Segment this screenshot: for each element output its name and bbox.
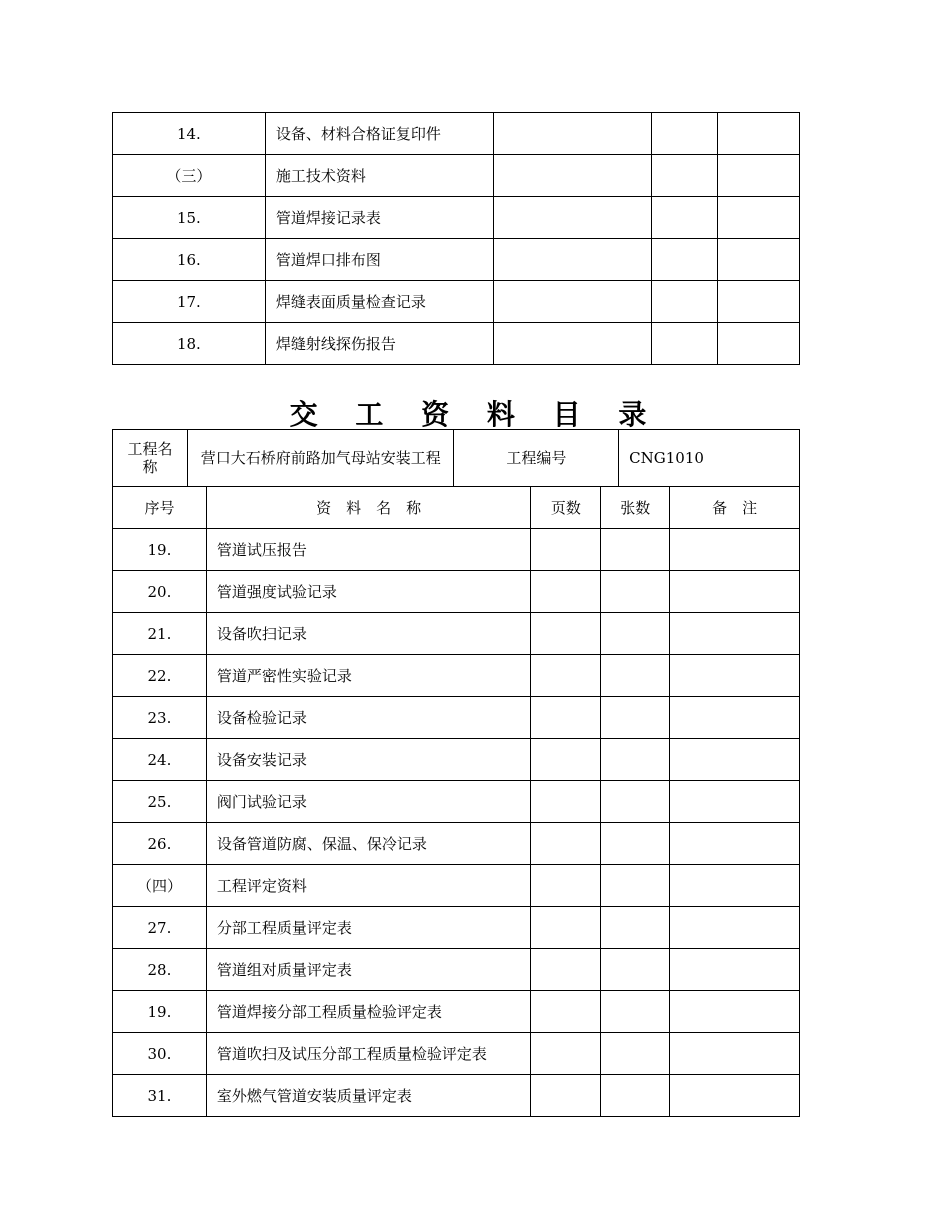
row-number: 18. — [113, 323, 266, 365]
row-remarks — [670, 613, 800, 655]
table-row — [113, 613, 800, 655]
row-sheets — [601, 865, 670, 907]
row-sheets — [601, 1075, 670, 1117]
row-number: 19. — [113, 529, 207, 571]
row-sheets — [601, 781, 670, 823]
table-row — [113, 113, 800, 155]
row-pages — [494, 281, 652, 323]
row-name: 管道焊口排布图 — [265, 239, 494, 281]
row-sheets — [601, 1033, 670, 1075]
row-remarks — [670, 697, 800, 739]
row-remarks — [670, 907, 800, 949]
row-sheets — [601, 823, 670, 865]
row-number: 25. — [113, 781, 207, 823]
row-name: 管道焊接记录表 — [265, 197, 494, 239]
row-pages — [494, 155, 652, 197]
table-row — [113, 155, 800, 197]
row-sheets — [652, 197, 718, 239]
table-row — [113, 697, 800, 739]
row-remarks — [718, 323, 800, 365]
project-info-table — [112, 429, 800, 487]
row-number: 14. — [113, 113, 266, 155]
row-pages — [531, 1075, 601, 1117]
top-table — [112, 112, 800, 365]
table-row — [113, 823, 800, 865]
row-pages — [531, 613, 601, 655]
table-row — [113, 1075, 800, 1117]
row-remarks — [670, 529, 800, 571]
table-row — [113, 907, 800, 949]
row-pages — [531, 907, 601, 949]
row-remarks — [718, 113, 800, 155]
page-title: 交 工 资 料 目 录 — [289, 398, 661, 431]
row-sheets — [601, 655, 670, 697]
col-header-sheets: 张数 — [601, 487, 670, 529]
row-pages — [531, 991, 601, 1033]
row-pages — [531, 865, 601, 907]
row-name: 管道焊接分部工程质量检验评定表 — [206, 991, 530, 1033]
row-sheets — [652, 323, 718, 365]
table-row — [113, 529, 800, 571]
row-remarks — [718, 281, 800, 323]
row-sheets — [601, 739, 670, 781]
table-row — [113, 991, 800, 1033]
project-name-label: 工程名称 — [113, 430, 188, 487]
table-row — [113, 655, 800, 697]
row-name: 管道组对质量评定表 — [206, 949, 530, 991]
row-name: 管道试压报告 — [206, 529, 530, 571]
table-row — [113, 323, 800, 365]
row-pages — [494, 323, 652, 365]
row-pages — [531, 529, 601, 571]
row-remarks — [670, 949, 800, 991]
table-row — [113, 949, 800, 991]
row-sheets — [601, 571, 670, 613]
row-number: 16. — [113, 239, 266, 281]
row-number: （四） — [113, 865, 207, 907]
row-sheets — [601, 949, 670, 991]
row-number: 20. — [113, 571, 207, 613]
row-number: 31. — [113, 1075, 207, 1117]
row-name: 设备吹扫记录 — [206, 613, 530, 655]
col-header-pages: 页数 — [531, 487, 601, 529]
row-name: 施工技术资料 — [265, 155, 494, 197]
row-remarks — [670, 991, 800, 1033]
table-row — [113, 571, 800, 613]
row-pages — [531, 655, 601, 697]
row-number: 15. — [113, 197, 266, 239]
project-no-value: CNG1010 — [619, 430, 800, 487]
row-number: 17. — [113, 281, 266, 323]
row-sheets — [652, 155, 718, 197]
row-sheets — [601, 529, 670, 571]
row-name: 室外燃气管道安装质量评定表 — [206, 1075, 530, 1117]
row-name: 阀门试验记录 — [206, 781, 530, 823]
row-remarks — [718, 155, 800, 197]
project-no-label: 工程编号 — [454, 430, 619, 487]
row-sheets — [601, 697, 670, 739]
col-header-remarks: 备 注 — [670, 487, 800, 529]
row-sheets — [601, 991, 670, 1033]
row-pages — [494, 113, 652, 155]
row-remarks — [670, 1033, 800, 1075]
row-name: 工程评定资料 — [206, 865, 530, 907]
row-remarks — [670, 781, 800, 823]
row-pages — [494, 197, 652, 239]
row-pages — [531, 571, 601, 613]
row-number: 28. — [113, 949, 207, 991]
row-pages — [531, 697, 601, 739]
row-number: 21. — [113, 613, 207, 655]
row-name: 设备安装记录 — [206, 739, 530, 781]
row-name: 设备、材料合格证复印件 — [265, 113, 494, 155]
row-name: 分部工程质量评定表 — [206, 907, 530, 949]
table-row — [113, 739, 800, 781]
row-sheets — [601, 907, 670, 949]
table-row — [113, 197, 800, 239]
row-remarks — [670, 1075, 800, 1117]
row-name: 管道吹扫及试压分部工程质量检验评定表 — [206, 1033, 530, 1075]
row-number: 27. — [113, 907, 207, 949]
row-number: 24. — [113, 739, 207, 781]
row-sheets — [652, 113, 718, 155]
row-remarks — [670, 571, 800, 613]
row-number: （三） — [113, 155, 266, 197]
row-sheets — [652, 239, 718, 281]
row-pages — [531, 1033, 601, 1075]
row-sheets — [652, 281, 718, 323]
table-row — [113, 281, 800, 323]
project-name-value: 营口大石桥府前路加气母站安装工程 — [187, 430, 454, 487]
row-sheets — [601, 613, 670, 655]
row-name: 设备检验记录 — [206, 697, 530, 739]
table-row — [113, 865, 800, 907]
row-name: 焊缝表面质量检查记录 — [265, 281, 494, 323]
row-pages — [531, 739, 601, 781]
row-name: 管道强度试验记录 — [206, 571, 530, 613]
row-number: 22. — [113, 655, 207, 697]
row-pages — [531, 949, 601, 991]
row-remarks — [718, 197, 800, 239]
table-row — [113, 239, 800, 281]
row-name: 设备管道防腐、保温、保冷记录 — [206, 823, 530, 865]
row-number: 19. — [113, 991, 207, 1033]
row-remarks — [670, 865, 800, 907]
row-remarks — [670, 739, 800, 781]
row-pages — [494, 239, 652, 281]
row-name: 管道严密性实验记录 — [206, 655, 530, 697]
row-pages — [531, 781, 601, 823]
row-number: 30. — [113, 1033, 207, 1075]
column-header-row — [113, 487, 800, 529]
col-header-no: 序号 — [113, 487, 207, 529]
row-number: 23. — [113, 697, 207, 739]
col-header-name: 资 料 名 称 — [206, 487, 530, 529]
row-remarks — [670, 655, 800, 697]
row-remarks — [718, 239, 800, 281]
row-name: 焊缝射线探伤报告 — [265, 323, 494, 365]
table-row — [113, 781, 800, 823]
table-row — [113, 1033, 800, 1075]
catalog-table — [112, 486, 800, 1117]
row-remarks — [670, 823, 800, 865]
row-pages — [531, 823, 601, 865]
row-number: 26. — [113, 823, 207, 865]
